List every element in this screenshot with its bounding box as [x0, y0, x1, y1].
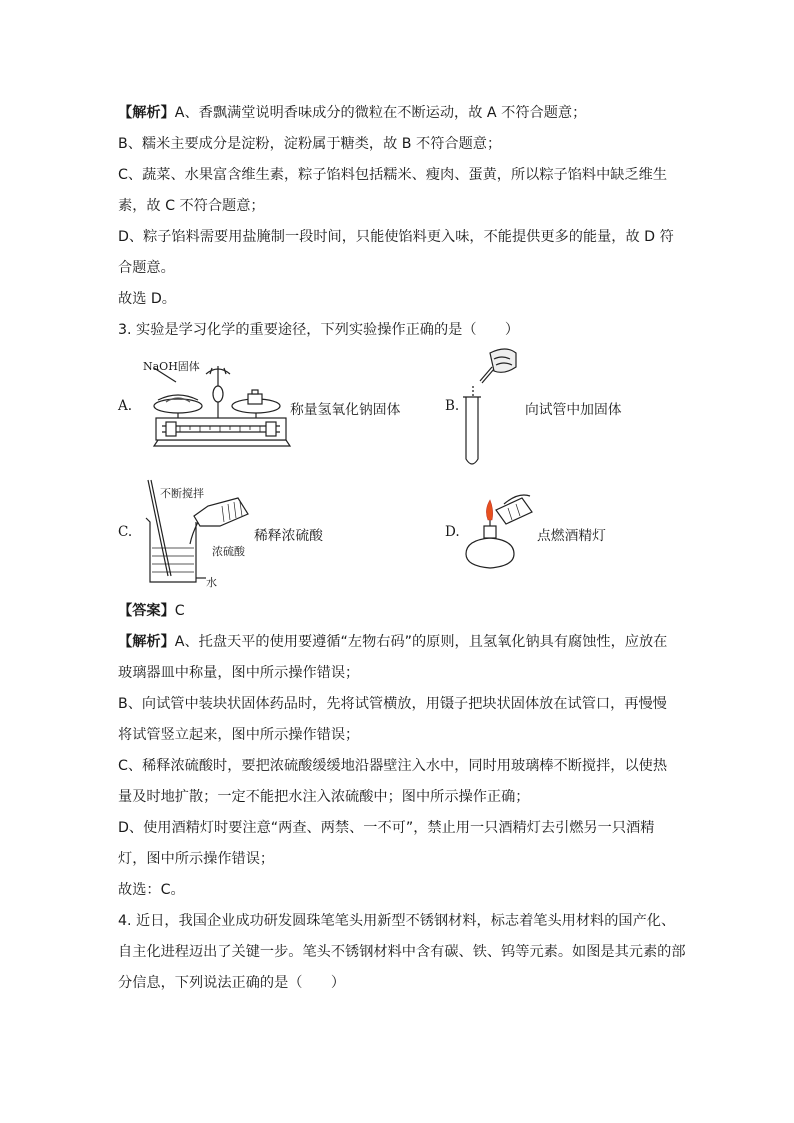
alcohol-lamp-figure: [460, 490, 540, 575]
test-tube-figure: [458, 345, 528, 470]
analysis-tag: 【解析】: [118, 105, 175, 121]
stir-label: 不断搅拌: [160, 487, 204, 500]
q3-analysis-line-9: 故选：C。: [118, 882, 185, 898]
q3-analysis-line-4: 将试管竖立起来，图中所示操作错误；: [118, 727, 360, 743]
q3-analysis-line-5: C、稀释浓硫酸时，要把浓硫酸缓缓地沿器壁注入水中，同时用玻璃棒不断搅拌，以使热: [118, 758, 668, 774]
q3-analysis-line-7: D、使用酒精灯时要注意“两查、两禁、一不可”，禁止用一只酒精灯去引燃另一只酒精: [118, 820, 655, 836]
q4-stem-line-2: 自主化进程迈出了关键一步。笔头不锈钢材料中含有碳、铁、钨等元素。如图是其元素的部: [118, 944, 686, 960]
q3-answer: 【答案】C: [118, 603, 185, 619]
acid-label: 浓硫酸: [212, 545, 245, 558]
balance-figure: [140, 360, 300, 460]
option-d-letter: D.: [445, 524, 460, 540]
dilution-figure: [138, 478, 263, 588]
q4-stem-line-1: 4. 近日，我国企业成功研发圆珠笔笔头用新型不锈钢材料，标志着笔头用材料的国产化、: [118, 913, 676, 929]
q3-stem: 3. 实验是学习化学的重要途径，下列实验操作正确的是（ ）: [118, 322, 520, 338]
water-label: 水: [206, 576, 217, 589]
analysis-tag: 【解析】: [118, 634, 175, 650]
option-d-text: 点燃酒精灯: [537, 528, 606, 544]
q2-analysis-line-5: D、粽子馅料需要用盐腌制一段时间，只能使馅料更入味，不能提供更多的能量，故 D 符: [118, 229, 674, 245]
q2-analysis-line-2: B、糯米主要成分是淀粉，淀粉属于糖类，故 B 不符合题意；: [118, 136, 502, 152]
option-c-letter: C.: [118, 524, 133, 540]
option-c-text: 稀释浓硫酸: [254, 528, 323, 544]
naoh-label: NaOH固体: [143, 360, 200, 373]
q2-analysis-line-6: 合题意。: [118, 260, 175, 276]
q2-analysis-line-1: 【解析】A、香飘满堂说明香味成分的微粒在不断运动，故 A 不符合题意；: [118, 105, 587, 121]
q2-analysis-line-7: 故选 D。: [118, 291, 176, 307]
q3-analysis-line-3: B、向试管中装块状固体药品时，先将试管横放，用镊子把块状固体放在试管口，再慢慢: [118, 696, 667, 712]
q2-analysis-line-4: 素，故 C 不符合题意；: [118, 198, 265, 214]
option-b-letter: B.: [445, 398, 460, 414]
option-a-text: 称量氢氧化钠固体: [290, 402, 401, 418]
q3-analysis-line-8: 灯，图中所示操作错误；: [118, 851, 275, 867]
q4-stem-line-3: 分信息，下列说法正确的是（ ）: [118, 975, 346, 991]
q3-analysis-line-2: 玻璃器皿中称量，图中所示操作错误；: [118, 665, 360, 681]
q3-analysis-line-6: 量及时地扩散；一定不能把水注入浓硫酸中；图中所示操作正确；: [118, 789, 530, 805]
option-a-letter: A.: [118, 398, 133, 414]
q2-analysis-line-3: C、蔬菜、水果富含维生素，粽子馅料包括糯米、瘦肉、蛋黄，所以粽子馅料中缺乏维生: [118, 167, 668, 183]
q3-analysis-line-1: 【解析】A、托盘天平的使用要遵循“左物右码”的原则，且氢氧化钠具有腐蚀性，应放在: [118, 634, 668, 650]
option-b-text: 向试管中加固体: [525, 402, 622, 418]
answer-tag: 【答案】: [118, 603, 175, 619]
